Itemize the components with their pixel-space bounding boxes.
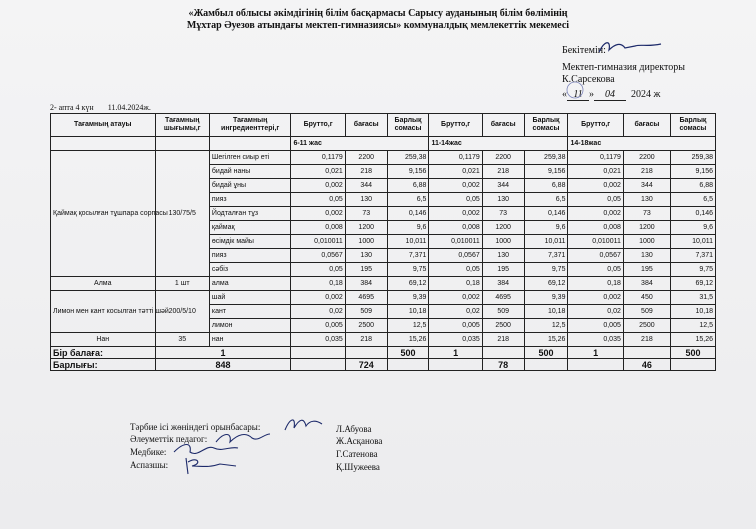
- value-cell: 0,0567: [291, 249, 345, 263]
- signer-name: Ж.Асқанова: [336, 436, 383, 446]
- value-cell: 73: [345, 207, 387, 221]
- value-cell: 9,75: [387, 263, 429, 277]
- header-line-1: «Жамбыл облысы әкімдігінің білім басқармасы Сарысу ауданының білім бөлімінің: [188, 8, 568, 19]
- price-row-value: [482, 347, 524, 359]
- price-row-value: 1: [568, 347, 623, 359]
- value-cell: 509: [482, 305, 524, 319]
- value-cell: 69,12: [524, 277, 568, 291]
- value-cell: 1200: [345, 221, 387, 235]
- dish-yield: 35: [155, 333, 209, 347]
- value-cell: 0,18: [429, 277, 482, 291]
- value-cell: 0,005: [429, 319, 482, 333]
- price-row-value: 1: [429, 347, 482, 359]
- dish-name: Алма: [51, 277, 156, 291]
- value-cell: 0,002: [429, 207, 482, 221]
- value-cell: 509: [623, 305, 670, 319]
- value-cell: 195: [623, 263, 670, 277]
- value-cell: 10,18: [670, 305, 715, 319]
- value-cell: 0,18: [291, 277, 345, 291]
- value-cell: 6,88: [670, 179, 715, 193]
- value-cell: 344: [623, 179, 670, 193]
- value-cell: 0,002: [429, 291, 482, 305]
- value-cell: 384: [345, 277, 387, 291]
- value-cell: 0,02: [568, 305, 623, 319]
- dish-name: Нан: [51, 333, 156, 347]
- value-cell: 130: [482, 249, 524, 263]
- value-cell: 1000: [623, 235, 670, 249]
- total-row-value: 78: [482, 359, 524, 371]
- value-cell: 0,146: [387, 207, 429, 221]
- value-cell: 0,010011: [291, 235, 345, 249]
- value-cell: 218: [623, 333, 670, 347]
- value-cell: 0,008: [429, 221, 482, 235]
- value-cell: 1000: [345, 235, 387, 249]
- column-header: бағасы: [482, 114, 524, 137]
- value-cell: 2200: [623, 151, 670, 165]
- value-cell: 0,002: [291, 179, 345, 193]
- value-cell: 0,002: [568, 179, 623, 193]
- value-cell: 6,5: [524, 193, 568, 207]
- value-cell: 1200: [482, 221, 524, 235]
- value-cell: 10,011: [670, 235, 715, 249]
- value-cell: 0,021: [568, 165, 623, 179]
- ingredient-cell: қаймақ: [209, 221, 291, 235]
- total-row-label: Барлығы:: [51, 359, 156, 371]
- menu-table: [50, 113, 716, 371]
- column-header: Тағамның шығымы,г: [155, 114, 209, 137]
- ingredient-cell: Шегілген сиыр еті: [209, 151, 291, 165]
- dish-yield: 200/5/10: [155, 291, 209, 333]
- price-row-value: [345, 347, 387, 359]
- value-cell: 0,035: [291, 333, 345, 347]
- column-header: Брутто,г: [291, 114, 345, 137]
- value-cell: 10,18: [387, 305, 429, 319]
- dish-yield: 130/75/5: [155, 151, 209, 277]
- total-row-value: [387, 359, 429, 371]
- value-cell: 0,05: [291, 193, 345, 207]
- value-cell: 73: [623, 207, 670, 221]
- value-cell: 450: [623, 291, 670, 305]
- ingredient-cell: пияз: [209, 193, 291, 207]
- value-cell: 218: [482, 333, 524, 347]
- table-row: [51, 333, 716, 347]
- value-cell: 4695: [482, 291, 524, 305]
- value-cell: 2200: [345, 151, 387, 165]
- column-header: бағасы: [345, 114, 387, 137]
- value-cell: 0,1179: [291, 151, 345, 165]
- price-row-value: [291, 347, 345, 359]
- total-row-value: 46: [623, 359, 670, 371]
- value-cell: 9,6: [524, 221, 568, 235]
- value-cell: 73: [482, 207, 524, 221]
- column-header: Брутто,г: [429, 114, 482, 137]
- total-row-value: [291, 359, 345, 371]
- value-cell: 9,39: [387, 291, 429, 305]
- value-cell: 0,05: [568, 263, 623, 277]
- column-header: Тағамның ингредиенттері,г: [209, 114, 291, 137]
- approval-date: « 11 » 04 2024 ж: [562, 89, 661, 100]
- value-cell: 384: [623, 277, 670, 291]
- age-group-label: 6-11 жас: [291, 137, 429, 151]
- value-cell: 0,05: [429, 193, 482, 207]
- ingredient-cell: өсімдік майы: [209, 235, 291, 249]
- value-cell: 6,5: [387, 193, 429, 207]
- value-cell: 0,02: [291, 305, 345, 319]
- column-header: Тағамның атауы: [51, 114, 156, 137]
- value-cell: 69,12: [670, 277, 715, 291]
- ingredient-cell: бидай наны: [209, 165, 291, 179]
- table-header-row: [51, 114, 716, 137]
- value-cell: 9,75: [524, 263, 568, 277]
- value-cell: 7,371: [524, 249, 568, 263]
- value-cell: 344: [482, 179, 524, 193]
- value-cell: 4695: [345, 291, 387, 305]
- ingredient-cell: алма: [209, 277, 291, 291]
- value-cell: 10,18: [524, 305, 568, 319]
- value-cell: 9,6: [387, 221, 429, 235]
- value-cell: 12,5: [524, 319, 568, 333]
- value-cell: 0,05: [568, 193, 623, 207]
- value-cell: 218: [623, 165, 670, 179]
- total-row-value: [670, 359, 715, 371]
- value-cell: 0,1179: [429, 151, 482, 165]
- value-cell: 0,02: [429, 305, 482, 319]
- value-cell: 0,1179: [568, 151, 623, 165]
- price-row-value: 500: [670, 347, 715, 359]
- value-cell: 130: [345, 193, 387, 207]
- age-group-label: 11-14жас: [429, 137, 568, 151]
- value-cell: 0,035: [568, 333, 623, 347]
- ingredient-cell: сәбіз: [209, 263, 291, 277]
- dish-name: Қаймақ қосылған тұшпара сорпасы: [51, 151, 156, 277]
- value-cell: 1000: [482, 235, 524, 249]
- value-cell: 0,008: [291, 221, 345, 235]
- signer-role: Әлеуметтік педагог:: [130, 434, 208, 444]
- table-row: [51, 277, 716, 291]
- value-cell: 0,002: [429, 179, 482, 193]
- value-cell: 69,12: [387, 277, 429, 291]
- value-cell: 2500: [345, 319, 387, 333]
- value-cell: 31,5: [670, 291, 715, 305]
- value-cell: 130: [623, 193, 670, 207]
- value-cell: 1200: [623, 221, 670, 235]
- age-group-label: 14-18жас: [568, 137, 716, 151]
- column-header: бағасы: [623, 114, 670, 137]
- value-cell: 6,88: [387, 179, 429, 193]
- value-cell: 9,156: [387, 165, 429, 179]
- value-cell: 0,021: [429, 165, 482, 179]
- table-row: [51, 291, 716, 305]
- total-row-value: [429, 359, 482, 371]
- value-cell: 259,38: [387, 151, 429, 165]
- signature-icon: [180, 454, 240, 476]
- value-cell: 0,146: [670, 207, 715, 221]
- value-cell: 0,035: [429, 333, 482, 347]
- dish-yield: 1 шт: [155, 277, 209, 291]
- value-cell: 9,156: [670, 165, 715, 179]
- value-cell: 0,002: [291, 207, 345, 221]
- ingredient-cell: лимон: [209, 319, 291, 333]
- value-cell: 0,010011: [429, 235, 482, 249]
- value-cell: 259,38: [670, 151, 715, 165]
- value-cell: 384: [482, 277, 524, 291]
- signer-role: Медбике:: [130, 447, 167, 457]
- value-cell: 218: [345, 165, 387, 179]
- director-signature-icon: [595, 38, 665, 56]
- signer-name: Г.Сатенова: [336, 449, 378, 459]
- signer-name: Қ.Шужеева: [336, 462, 380, 472]
- total-row-value: 724: [345, 359, 387, 371]
- value-cell: 6,5: [670, 193, 715, 207]
- value-cell: 0,008: [568, 221, 623, 235]
- value-cell: 195: [482, 263, 524, 277]
- signer-role: Тәрбие ісі жөніндегі орынбасары:: [130, 422, 261, 432]
- value-cell: 130: [623, 249, 670, 263]
- value-cell: 7,371: [387, 249, 429, 263]
- approval-position: Мектеп-гимназия директоры: [562, 62, 685, 73]
- ingredient-cell: нан: [209, 333, 291, 347]
- value-cell: 0,0567: [568, 249, 623, 263]
- approval-title: Бекітемін:: [562, 45, 606, 56]
- value-cell: 9,156: [524, 165, 568, 179]
- approval-name: К.Сарсекова: [562, 74, 615, 85]
- table-row: [51, 151, 716, 165]
- signature-icon: [282, 414, 326, 434]
- price-row-value: [623, 347, 670, 359]
- value-cell: 0,05: [291, 263, 345, 277]
- value-cell: 259,38: [524, 151, 568, 165]
- value-cell: 12,5: [387, 319, 429, 333]
- column-header: Барлық сомасы: [524, 114, 568, 137]
- value-cell: 15,26: [387, 333, 429, 347]
- value-cell: 2500: [623, 319, 670, 333]
- menu-date-line: 2- апта 4 күн 11.04.2024ж.: [50, 103, 151, 112]
- total-row-value: [568, 359, 623, 371]
- value-cell: 509: [345, 305, 387, 319]
- ingredient-cell: кант: [209, 305, 291, 319]
- value-cell: 2200: [482, 151, 524, 165]
- signer-role: Аспазшы:: [130, 460, 169, 470]
- total-row-value: [524, 359, 568, 371]
- value-cell: 15,26: [670, 333, 715, 347]
- value-cell: 0,18: [568, 277, 623, 291]
- total-row-value: 848: [155, 359, 291, 371]
- total-row: [51, 359, 716, 371]
- menu-table-body: [51, 151, 716, 371]
- value-cell: 0,005: [291, 319, 345, 333]
- price-row-value: 500: [387, 347, 429, 359]
- column-header: Барлық сомасы: [670, 114, 715, 137]
- age-group-row: [51, 137, 716, 151]
- value-cell: 344: [345, 179, 387, 193]
- column-header: Брутто,г: [568, 114, 623, 137]
- dish-name: Лимон мен кант косылган тәтті шәй: [51, 291, 156, 333]
- value-cell: 0,002: [568, 291, 623, 305]
- ingredient-cell: шай: [209, 291, 291, 305]
- value-cell: 9,75: [670, 263, 715, 277]
- value-cell: 0,002: [291, 291, 345, 305]
- value-cell: 15,26: [524, 333, 568, 347]
- ingredient-cell: пияз: [209, 249, 291, 263]
- value-cell: 0,0567: [429, 249, 482, 263]
- price-row: [51, 347, 716, 359]
- price-row-value: 500: [524, 347, 568, 359]
- value-cell: 2500: [482, 319, 524, 333]
- value-cell: 0,146: [524, 207, 568, 221]
- price-row-value: 1: [155, 347, 291, 359]
- value-cell: 0,021: [291, 165, 345, 179]
- value-cell: 9,6: [670, 221, 715, 235]
- ingredient-cell: бидай ұны: [209, 179, 291, 193]
- ingredient-cell: Йодталған тұз: [209, 207, 291, 221]
- value-cell: 10,011: [524, 235, 568, 249]
- value-cell: 0,010011: [568, 235, 623, 249]
- value-cell: 9,39: [524, 291, 568, 305]
- value-cell: 0,002: [568, 207, 623, 221]
- value-cell: 0,05: [429, 263, 482, 277]
- price-row-label: Бір балаға:: [51, 347, 156, 359]
- value-cell: 7,371: [670, 249, 715, 263]
- stamp-mark-icon: [560, 80, 590, 100]
- value-cell: 195: [345, 263, 387, 277]
- column-header: Барлық сомасы: [387, 114, 429, 137]
- value-cell: 10,011: [387, 235, 429, 249]
- value-cell: 218: [482, 165, 524, 179]
- value-cell: 12,5: [670, 319, 715, 333]
- signer-name: Л.Абуова: [336, 424, 372, 434]
- value-cell: 130: [482, 193, 524, 207]
- value-cell: 130: [345, 249, 387, 263]
- value-cell: 6,88: [524, 179, 568, 193]
- header-line-2: Мұхтар Әуезов атындағы мектеп-гимназиясы» коммуналдық мемлекеттік мекемесі: [186, 20, 570, 31]
- value-cell: 0,005: [568, 319, 623, 333]
- value-cell: 218: [345, 333, 387, 347]
